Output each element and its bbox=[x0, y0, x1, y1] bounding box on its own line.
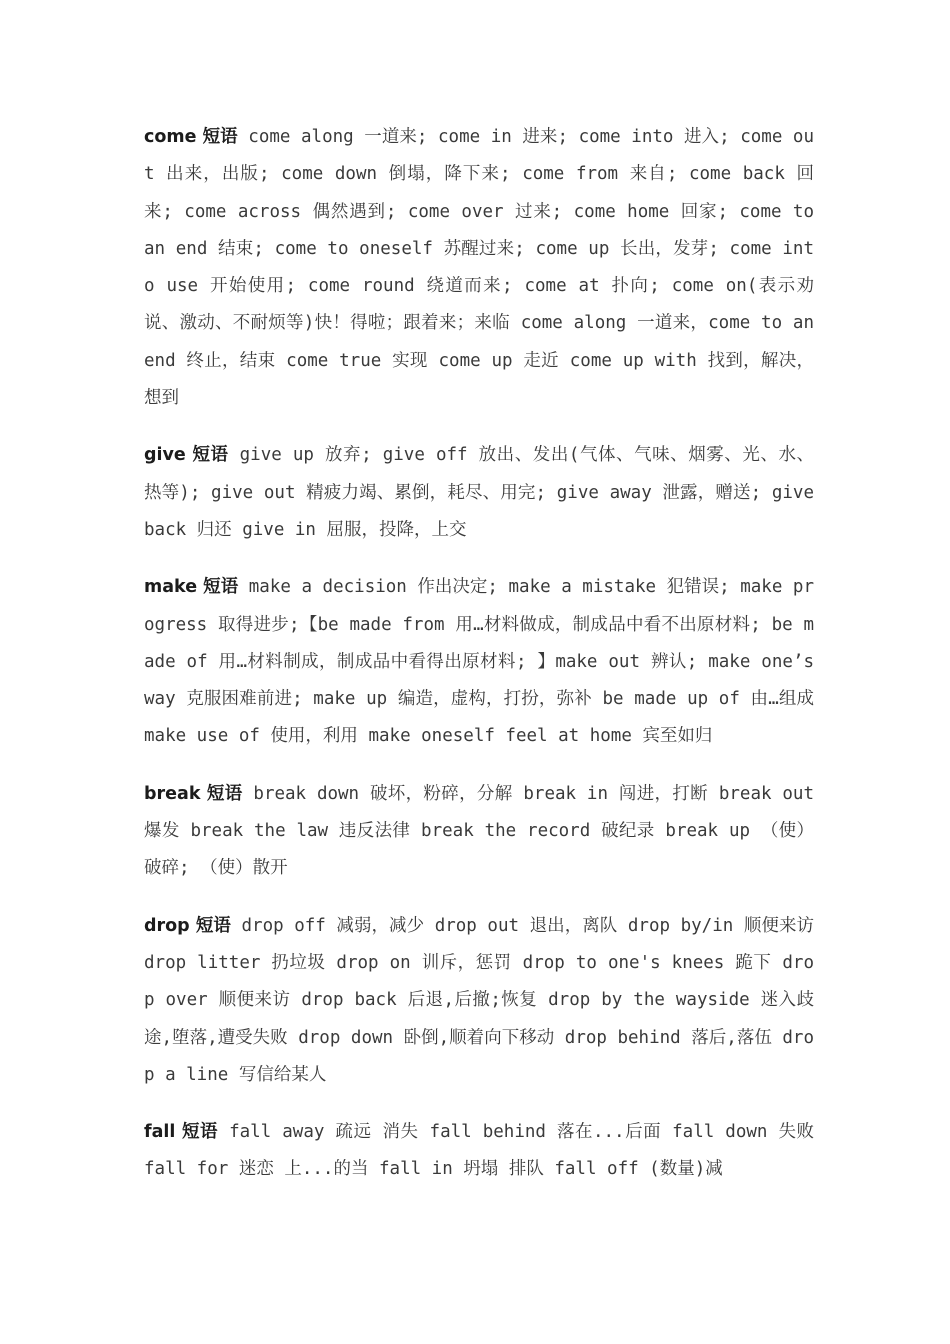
fall-text: fall away 疏远 消失 fall behind 落在...后面 fall down 失败 fall for 迷恋 上...的当 fall in 坍塌 排队 fall off (数量)减 bbox=[144, 1122, 814, 1180]
give-heading: give 短语 bbox=[144, 445, 229, 466]
make-heading: make 短语 bbox=[144, 577, 239, 598]
drop-phrases-paragraph bbox=[144, 908, 814, 1094]
fall-heading: fall 短语 bbox=[144, 1122, 219, 1143]
make-text: make a decision 作出决定; make a mistake 犯错误; make progress 取得进步;【be made from 用…材料做成，制成品中看不出原材料; be made of 用…材料制成，制成品中看得出原材料; 】make out 辨认; make one’s way 克服困难前进; make up 编造，虚构，打扮，弥补 be made up of 由…组成 make use of 使用，利用 make oneself feel at home 宾至如归 bbox=[144, 577, 814, 747]
come-text: come along 一道来; come in 进来; come into 进入; come out 出来，出版; come down 倒塌，降下来; come from 来自; come back 回来; come across 偶然遇到; come over 过来; come home 回家; come to an end 结束; come to oneself 苏醒过来; come up 长出，发芽; come into use 开始使用; come round 绕道而来; come at 扑向; come on(表示劝说、激动、不耐烦等)快！得啦；跟着来；来临 come along 一道来，come to an end 终止，结束 come true 实现 come up 走近 come up with 找到，解决，想到 bbox=[144, 127, 814, 409]
document-page bbox=[144, 119, 814, 1209]
drop-heading: drop 短语 bbox=[144, 915, 231, 936]
come-phrases-paragraph bbox=[144, 119, 814, 417]
give-phrases-paragraph bbox=[144, 437, 814, 549]
fall-phrases-paragraph bbox=[144, 1114, 814, 1189]
drop-text: drop off 减弱，减少 drop out 退出，离队 drop by/in 顺便来访 drop litter 扔垃圾 drop on 训斥，惩罚 drop to one's knees 跪下 drop over 顺便来访 drop back 后退,后撤;恢复 drop by the wayside 迷入歧途,堕落,遭受失败 drop down 卧倒,顺着向下移动 drop behind 落后,落伍 drop a line 写信给某人 bbox=[144, 915, 814, 1085]
make-phrases-paragraph bbox=[144, 569, 814, 755]
come-heading: come 短语 bbox=[144, 127, 238, 147]
give-text: give up 放弃; give off 放出、发出(气体、气味、烟雾、光、水、热等); give out 精疲力竭、累倒，耗尽、用完; give away 泄露，赠送; give back 归还 give in 屈服，投降，上交 bbox=[144, 445, 814, 540]
break-text: break down 破坏，粉碎，分解 break in 闯进，打断 break out 爆发 break the law 违反法律 break the record 破纪录 break up （使）破碎; （使）散开 bbox=[144, 783, 814, 879]
break-phrases-paragraph bbox=[144, 776, 814, 888]
break-heading: break 短语 bbox=[144, 783, 243, 804]
